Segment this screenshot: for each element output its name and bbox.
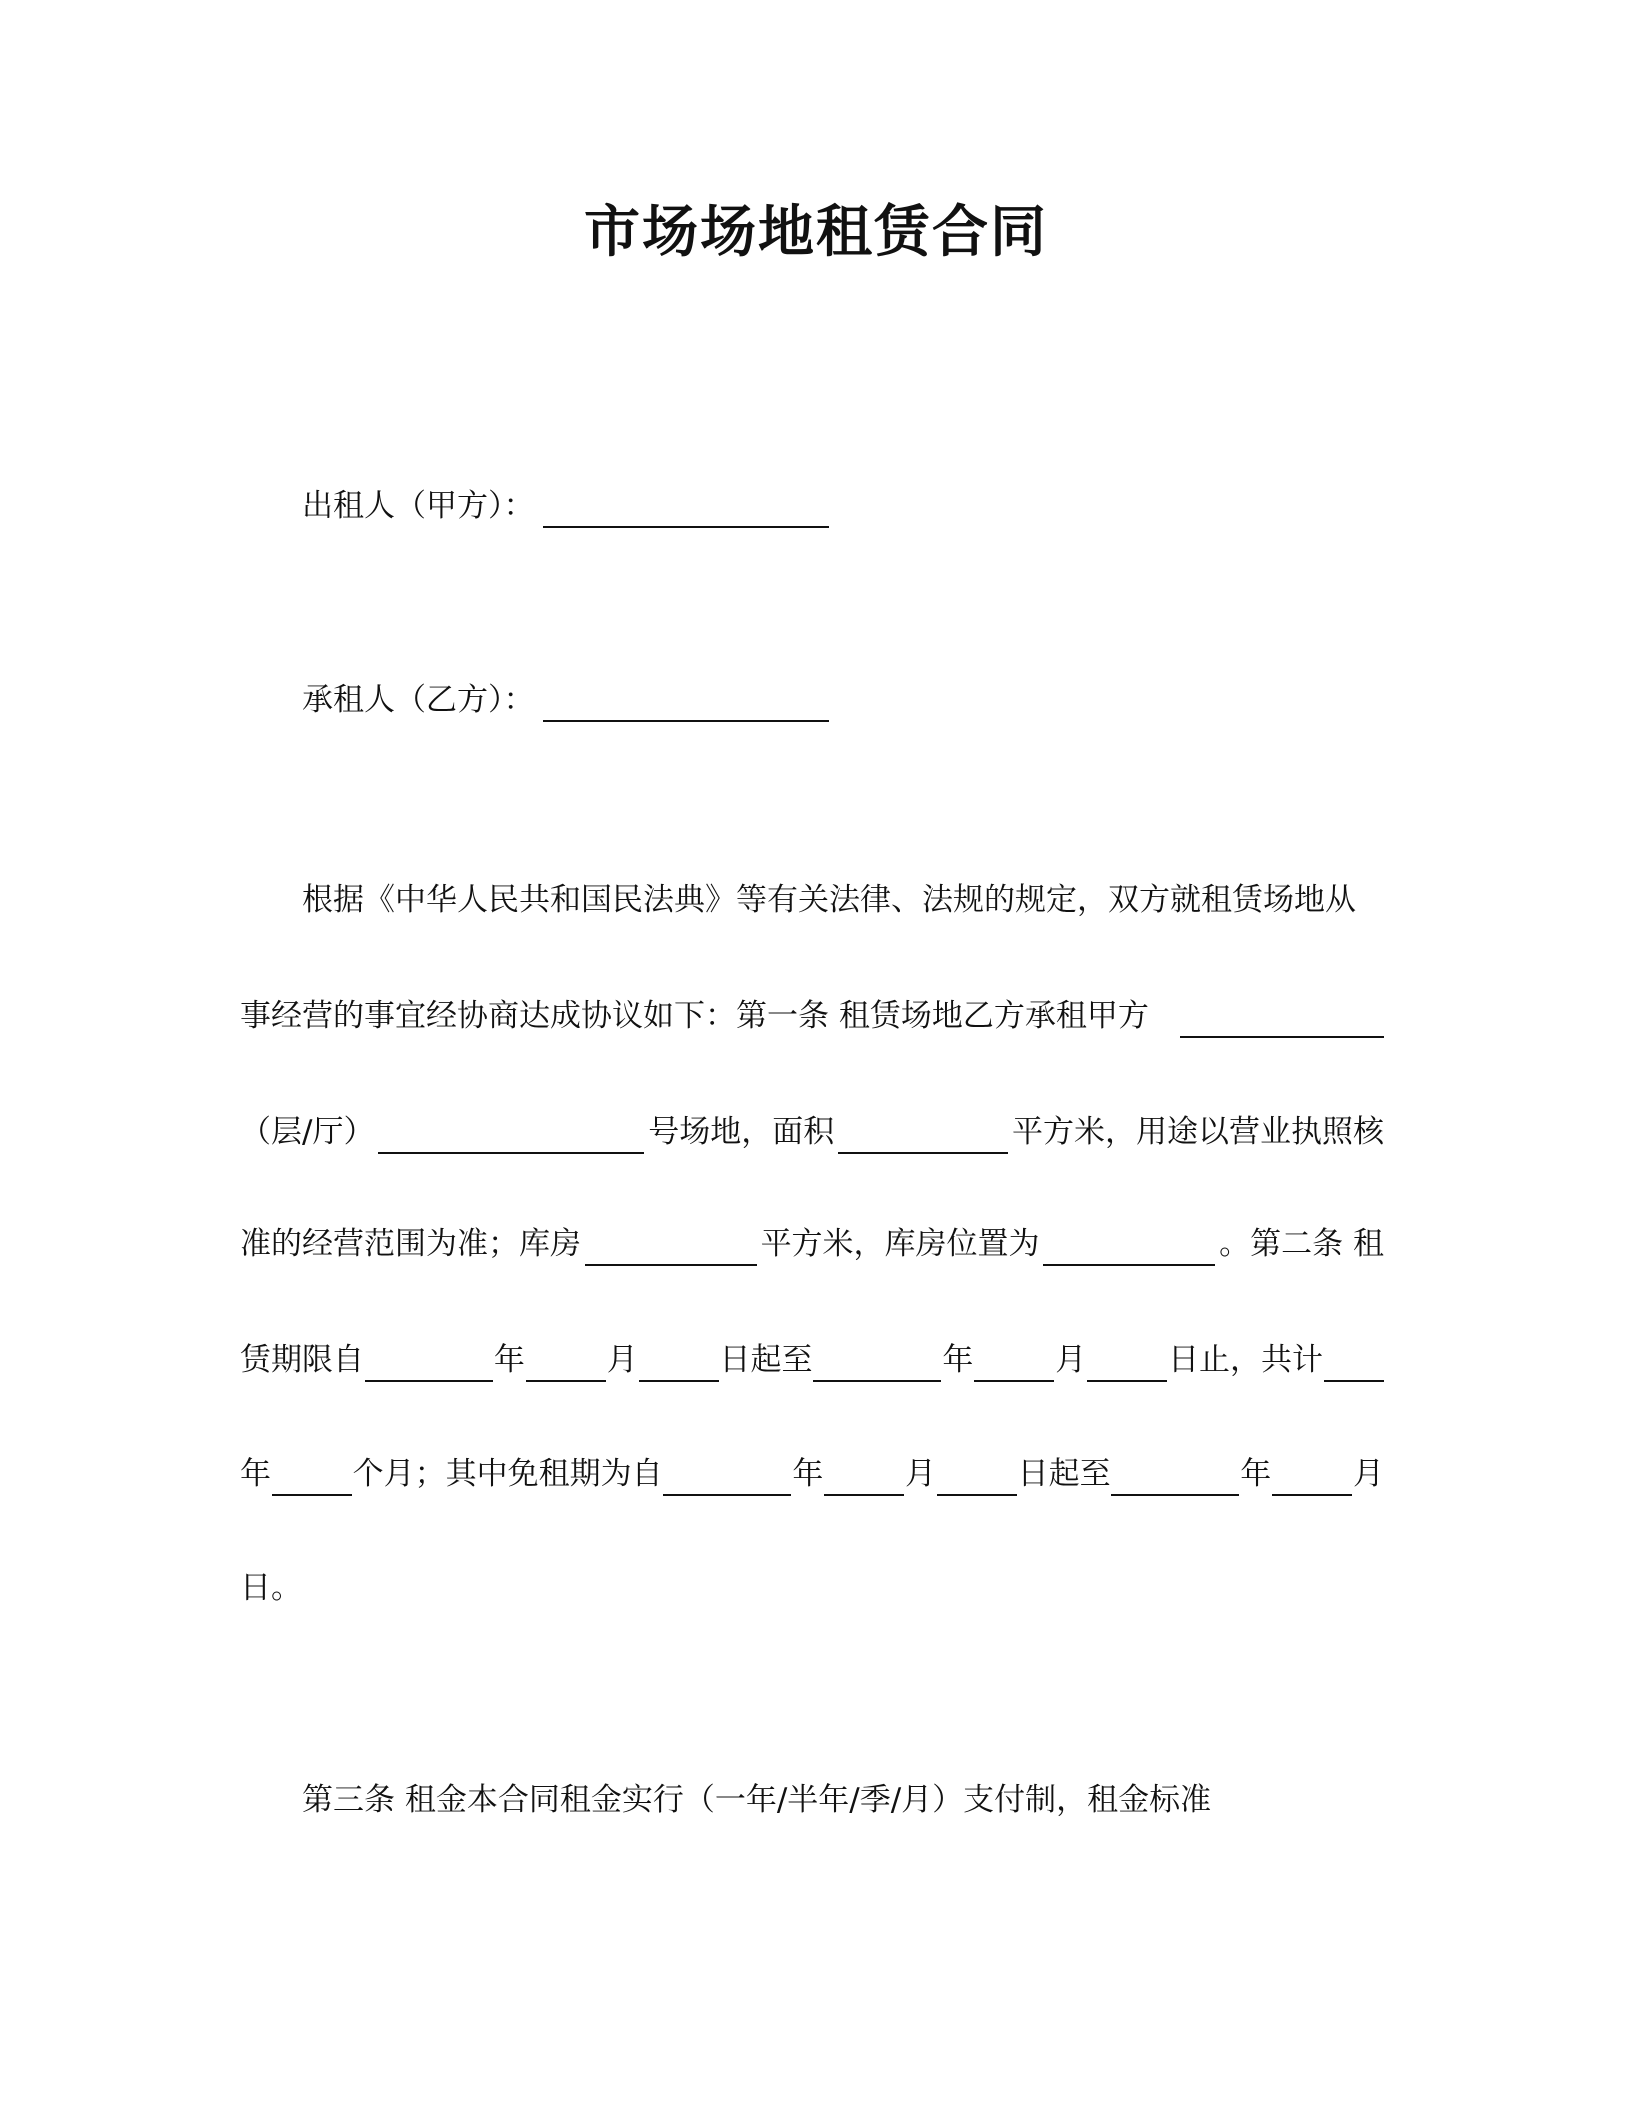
end-month-blank[interactable] (974, 1340, 1054, 1382)
free-end-month-blank[interactable] (1272, 1454, 1352, 1496)
warehouse-position-label: 平方米，库房位置为 (760, 1226, 1040, 1262)
day-end-label: 日止，共计 (1168, 1342, 1324, 1378)
day-from-label: 日起至 (719, 1342, 813, 1378)
total-years-blank[interactable] (1324, 1340, 1384, 1382)
warehouse-position-blank[interactable] (1043, 1224, 1215, 1266)
free-start-day-blank[interactable] (937, 1454, 1017, 1496)
day-from-label: 日起至 (1017, 1456, 1111, 1492)
lessor-label: 出租人（甲方）： (302, 488, 535, 524)
year-label: 年 (493, 1342, 525, 1378)
floor-hall-label: （层/厅） (240, 1114, 375, 1150)
year-label: 年 (240, 1456, 271, 1492)
para1-line1 (302, 878, 1356, 922)
end-day-blank[interactable] (1087, 1340, 1167, 1382)
year-label: 年 (942, 1342, 974, 1378)
para1-line4 (240, 1222, 1384, 1266)
site-blank[interactable] (1180, 996, 1384, 1038)
month-label: 月 (606, 1342, 638, 1378)
para1-line2 (240, 994, 1384, 1038)
start-day-blank[interactable] (639, 1340, 719, 1382)
para1-line1-text: 根据《中华人民共和国民法典》等有关法律、法规的规定，双方就租赁场地从 (302, 882, 1356, 918)
article3-line (302, 1778, 1211, 1822)
site-number-label: 号场地，面积 (648, 1114, 835, 1150)
para1-line2-text: 事经营的事宜经协商达成协议如下：第一条 租赁场地乙方承租甲方 (240, 998, 1149, 1034)
free-start-month-blank[interactable] (824, 1454, 904, 1496)
term-label: 赁期限自 (240, 1342, 364, 1378)
para1-line5 (240, 1338, 1384, 1382)
start-year-blank[interactable] (365, 1340, 493, 1382)
para1-line7 (240, 1566, 302, 1610)
para1-line3 (240, 1110, 1384, 1154)
end-year-blank[interactable] (813, 1340, 941, 1382)
lessor-blank[interactable] (543, 486, 829, 528)
lessee-blank[interactable] (543, 680, 829, 722)
para1-line7-text: 日。 (240, 1570, 302, 1606)
free-start-year-blank[interactable] (663, 1454, 791, 1496)
month-label: 月 (1352, 1456, 1384, 1492)
rent-free-label: 个月；其中免租期为自 (352, 1456, 663, 1492)
lessee-line (302, 678, 829, 722)
year-label: 年 (1240, 1456, 1272, 1492)
free-end-year-blank[interactable] (1111, 1454, 1239, 1496)
para1-line6 (240, 1452, 1384, 1496)
total-months-blank[interactable] (272, 1454, 352, 1496)
year-label: 年 (792, 1456, 824, 1492)
warehouse-area-blank[interactable] (585, 1224, 757, 1266)
article3-text: 第三条 租金本合同租金实行（一年/半年/季/月）支付制，租金标准 (302, 1782, 1212, 1818)
scope-label: 准的经营范围为准；库房 (240, 1226, 581, 1262)
month-label: 月 (904, 1456, 936, 1492)
start-month-blank[interactable] (526, 1340, 606, 1382)
area-unit-label: 平方米，用途以营业执照核 (1011, 1114, 1384, 1150)
lessor-line (302, 484, 829, 528)
floor-blank[interactable] (378, 1112, 644, 1154)
article2-label: 。第二条 租 (1219, 1226, 1384, 1262)
area-blank[interactable] (838, 1112, 1008, 1154)
month-label: 月 (1055, 1342, 1087, 1378)
page-title: 市场场地租赁合同 (584, 200, 1048, 265)
lessee-label: 承租人（乙方）： (302, 682, 535, 718)
